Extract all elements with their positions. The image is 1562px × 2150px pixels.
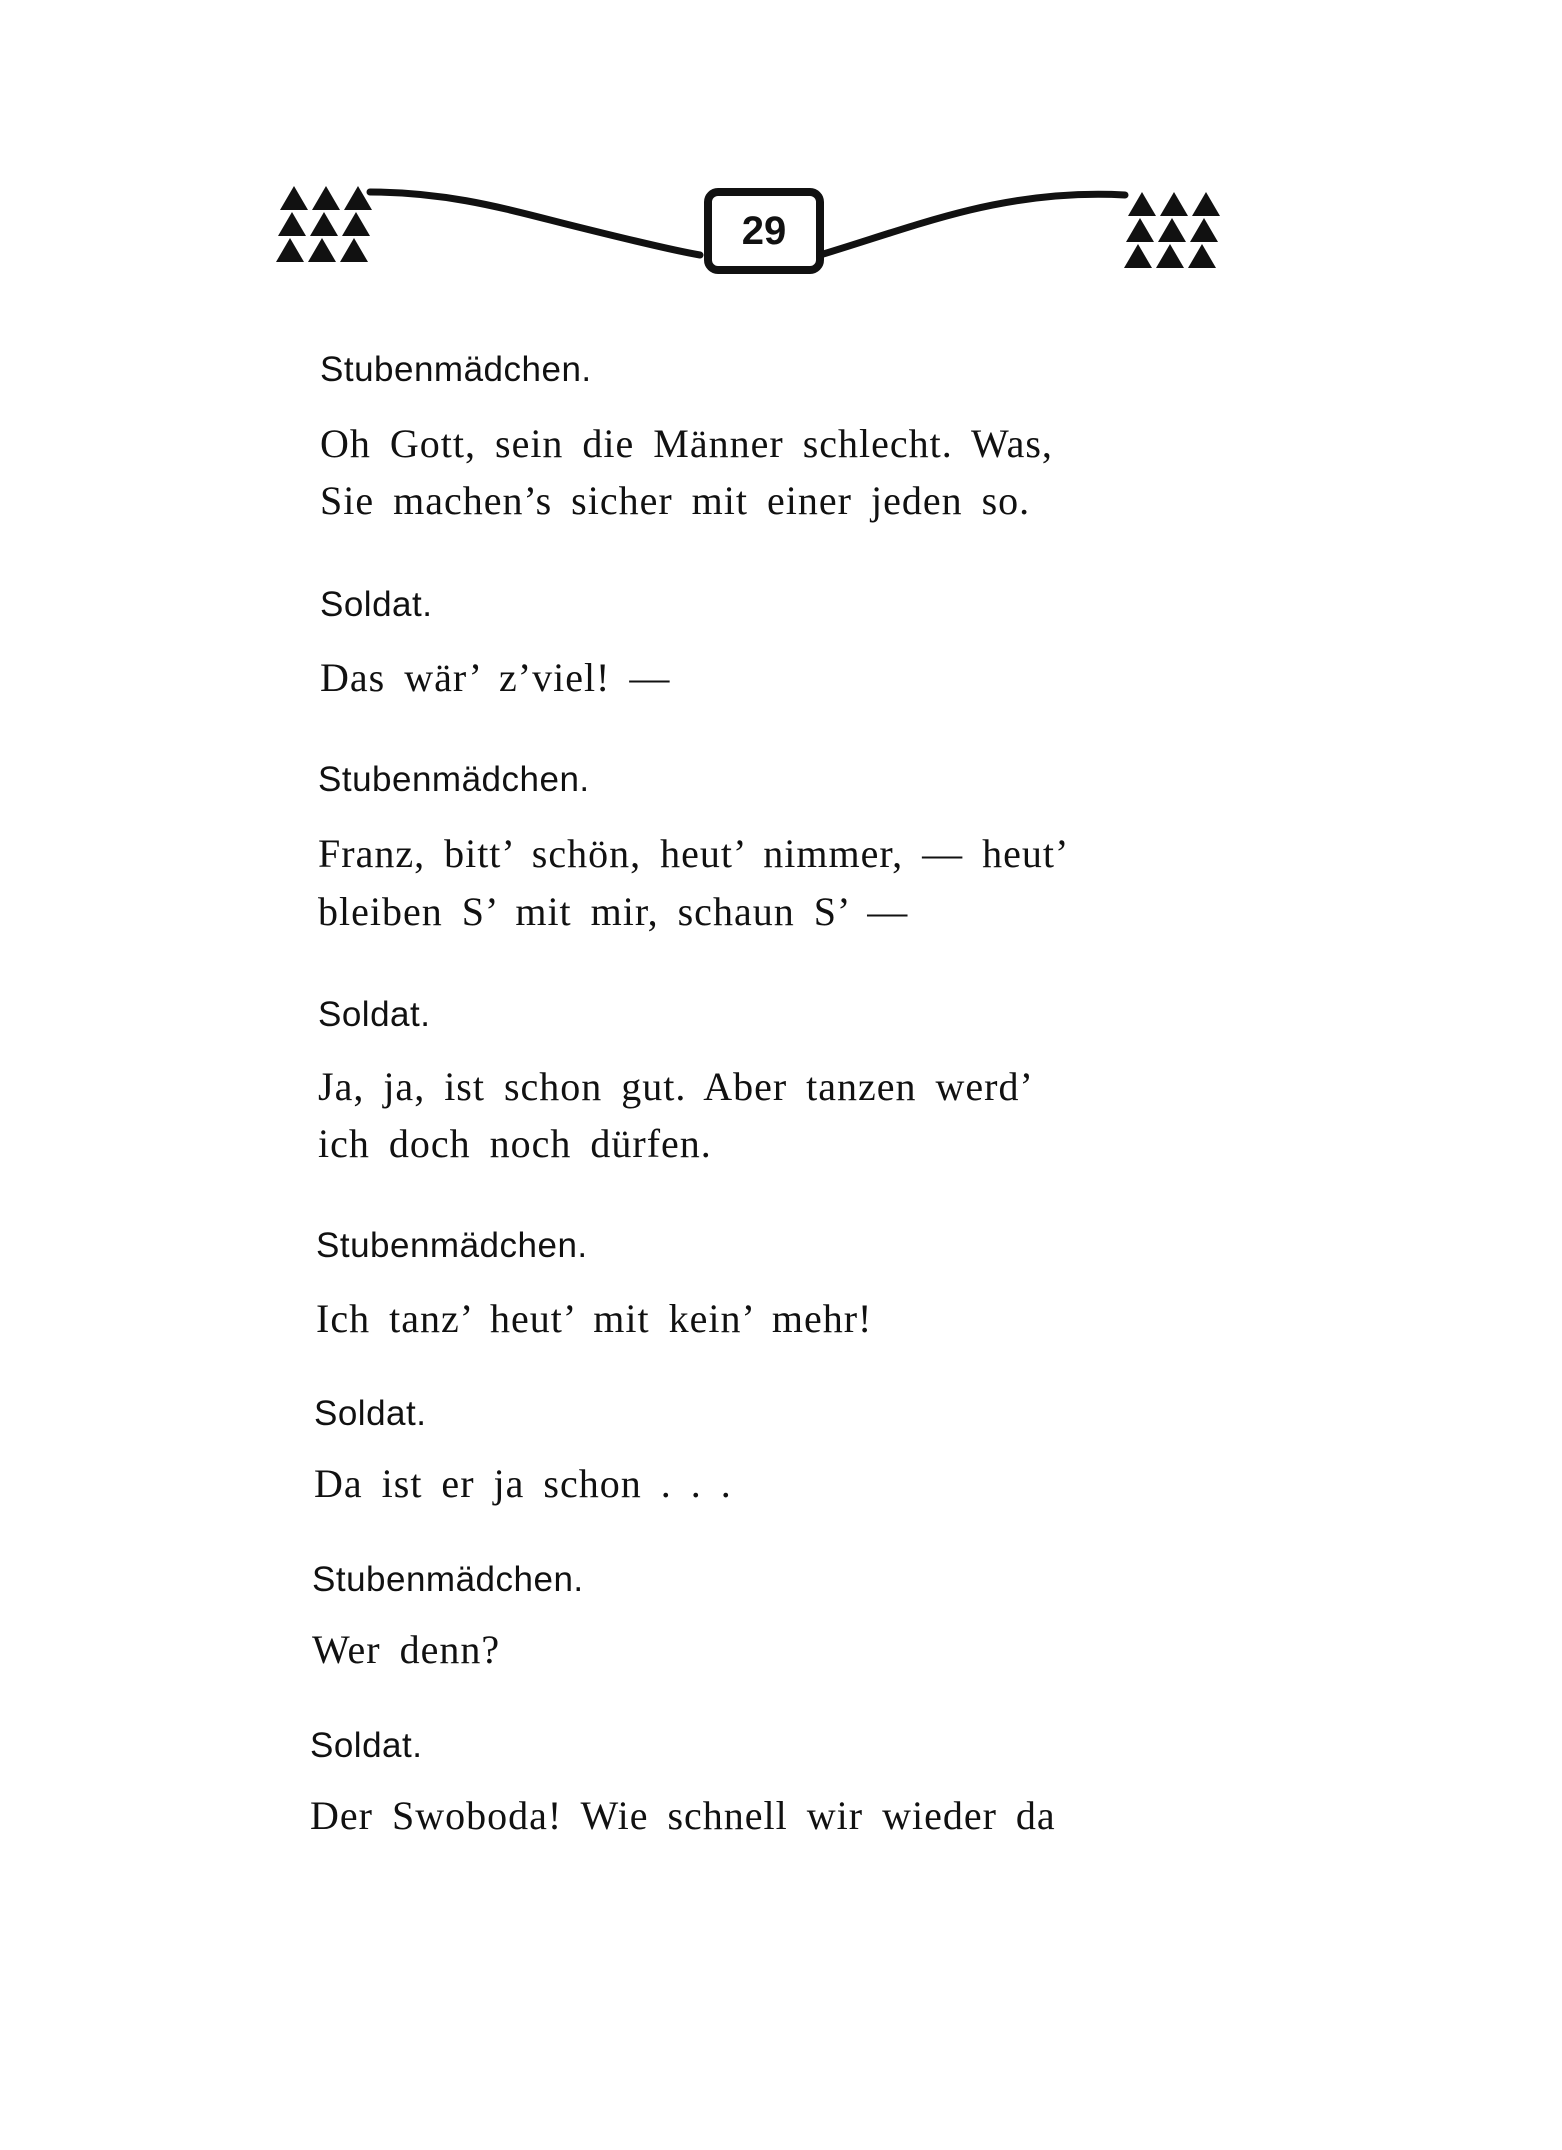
page-number: 29: [741, 209, 787, 253]
dialogue-line: bleiben S’ mit mir, schaun S’ —: [318, 889, 909, 934]
dialogue-line: Franz, bitt’ schön, heut’ nimmer, — heut’: [318, 831, 1070, 876]
dialogue-line: Der Swoboda! Wie schnell wir wieder da: [310, 1793, 1056, 1838]
dialogue-line: ich doch noch dürfen.: [318, 1121, 712, 1166]
speaker-line: Soldat.: [310, 1726, 423, 1765]
speaker-line: Stubenmädchen.: [318, 760, 590, 799]
speaker-line: Stubenmädchen.: [320, 350, 592, 389]
speaker-line: Soldat.: [318, 995, 431, 1034]
dialogue-line: Das wär’ z’viel! —: [320, 655, 671, 700]
speaker-line: Soldat.: [320, 585, 433, 624]
dialogue-line: Ja, ja, ist schon gut. Aber tanzen werd’: [318, 1064, 1034, 1109]
dialogue-line: Oh Gott, sein die Männer schlecht. Was,: [320, 421, 1053, 466]
dialogue-line: Da ist er ja schon . . .: [314, 1461, 732, 1506]
speaker-line: Stubenmädchen.: [312, 1560, 584, 1599]
dialogue-line: Wer denn?: [312, 1627, 501, 1672]
speaker-line: Soldat.: [314, 1394, 427, 1433]
dialogue-line: Sie machen’s sicher mit einer jeden so.: [320, 478, 1031, 523]
speaker-line: Stubenmädchen.: [316, 1226, 588, 1265]
dialogue-line: Ich tanz’ heut’ mit kein’ mehr!: [316, 1296, 873, 1341]
